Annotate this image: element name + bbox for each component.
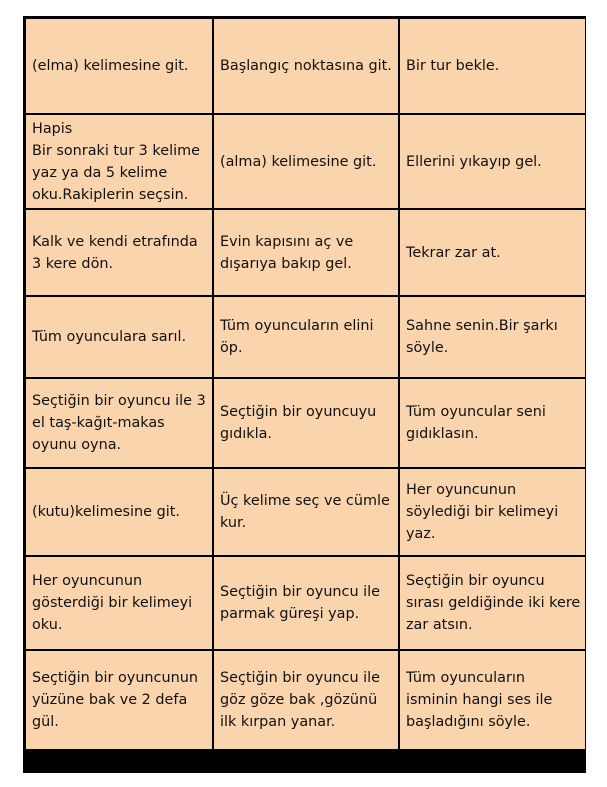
card-r4-c3: Sahne senin.Bir şarkı söyle. [400, 297, 585, 377]
card-r5-c1: Seçtiğin bir oyuncu ile 3 el taş-kağıt-makas oyunu oyna. [26, 379, 212, 467]
card-r4-c2: Tüm oyuncuların elini öp. [214, 297, 398, 377]
card-r1-c2: Başlangıç noktasına git. [214, 19, 398, 113]
card-r4-c1: Tüm oyunculara sarıl. [26, 297, 212, 377]
card-r8-c1: Seçtiğin bir oyuncunun yüzüne bak ve 2 defa gül. [26, 651, 212, 749]
card-r6-c1: (kutu)kelimesine git. [26, 469, 212, 555]
card-r7-c2: Seçtiğin bir oyuncu ile parmak güreşi yap. [214, 557, 398, 649]
card-r8-c2: Seçtiğin bir oyuncu ile göz göze bak ,gözünü ilk kırpan yanar. [214, 651, 398, 749]
card-r2-c2: (alma) kelimesine git. [214, 115, 398, 208]
card-r5-c2: Seçtiğin bir oyuncuyu gıdıkla. [214, 379, 398, 467]
card-r8-c3: Tüm oyuncuların isminin hangi ses ile başladığını söyle. [400, 651, 585, 749]
task-card-grid [23, 16, 586, 773]
card-r7-c1: Her oyuncunun gösterdiği bir kelimeyi oku. [26, 557, 212, 649]
card-r2-c3: Ellerini yıkayıp gel. [400, 115, 585, 208]
card-r6-c3: Her oyuncunun söylediği bir kelimeyi yaz. [400, 469, 585, 555]
card-r3-c2: Evin kapısını aç ve dışarıya bakıp gel. [214, 210, 398, 295]
card-r1-c1: (elma) kelimesine git. [26, 19, 212, 113]
card-r2-c1: Hapis Bir sonraki tur 3 kelime yaz ya da 5 kelime oku.Rakiplerin seçsin. [26, 115, 212, 208]
card-r6-c2: Üç kelime seç ve cümle kur. [214, 469, 398, 555]
card-r3-c3: Tekrar zar at. [400, 210, 585, 295]
card-r1-c3: Bir tur bekle. [400, 19, 585, 113]
card-r7-c3: Seçtiğin bir oyuncu sırası geldiğinde iki kere zar atsın. [400, 557, 585, 649]
card-r5-c3: Tüm oyuncular seni gıdıklasın. [400, 379, 585, 467]
card-r3-c1: Kalk ve kendi etrafında 3 kere dön. [26, 210, 212, 295]
